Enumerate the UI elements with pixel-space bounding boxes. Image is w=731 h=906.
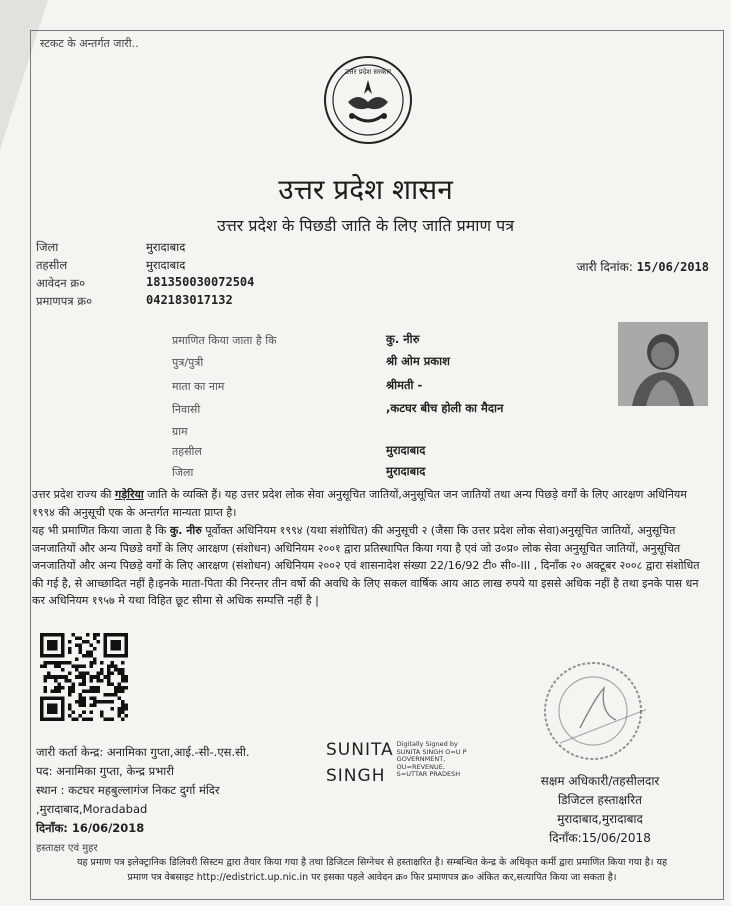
para2-body: पूर्वोक्त अधिनियम १९९४ (यथा संशोधित) की अनुसूची २ (जैसा कि उत्तर प्रदेश लोक सेवा)अनुसूचित जातियों, अनुसूचित जनजातियों और अन्य पिछडे वर्गों के लिए आरक्षण (संशोधन) अधिनियम २००१ द्वारा प्रतिस्थापित किया गया है एवं जो उ०प्र० लोक सेवा अनुसूचित जातियों, अनुसूचित जनजातियों और अन्य पिछड़े वर्गों के लिए आरक्षण (संशोधन) अधिनियम २००२ एवं शासनादेश संख्या 22/16/92 टी० सी०-III , दिनाँक २० अक्टूबर २००८ द्वारा संशोधित की गई है, से आच्छादित नहीं है।इनके माता-पिता की निरन्तर तीन वर्षो की अवधि के लिए सकल वार्षिक आय आठ लाख रुपये या इससे अधिक नहीं है तथा इनके पास धन कर अधिनियम १९५७ मे यथा विहित छूट सीमा से अधिक सम्पत्ति नहीं है | <box>32 524 700 607</box>
father-name: श्री ओम प्रकाश <box>386 354 450 368</box>
signer-name-1: SUNITA <box>326 740 394 760</box>
mother-label: माता का नाम <box>172 380 225 393</box>
sign-note-5: S=UTTAR PRADESH <box>396 770 461 778</box>
eligibility-paragraph <box>32 522 712 610</box>
district-label: जिला <box>36 240 59 254</box>
certificate-subtitle: उत्तर प्रदेश के पिछडी जाति के लिए जाति प्रमाण पत्र <box>216 216 515 235</box>
district-value: मुरादाबाद <box>146 240 186 254</box>
applicant-photo <box>618 322 708 406</box>
para1-body: जाति के व्यक्ति हैं। यह उत्तर प्रदेश लोक सेवा अनुसूचित जातियों,अनुसूचित जन जातियों तथा अन्य पिछड़े वर्गों के लिए आरक्षण अधिनियम १९९४ की अनुसूची एक के अन्तर्गत मान्यता प्राप्त है। <box>32 488 687 519</box>
para2-name: कु. नीरु <box>169 524 202 537</box>
detail-tehsil-label: तहसील <box>172 445 202 458</box>
top-note: स्टकट के अन्तर्गत जारी.. <box>40 37 139 50</box>
officer-date: दिनाँक:15/06/2018 <box>549 831 651 845</box>
mother-name: श्रीमती - <box>386 378 423 392</box>
issue-date-label: जारी दिनांक: <box>576 260 633 274</box>
application-no-label: आवेदन क्र० <box>36 276 86 290</box>
issuer-date: दिनाँक: 16/06/2018 <box>36 821 145 835</box>
person-photo-icon <box>618 322 708 406</box>
footer-note-2: प्रमाण पत्र वेबसाइट http://edistrict.up.nic.in पर इसका पहले आवेदन क्र० फिर प्रमाणपत्र क्र० अंकित कर,सत्यापित किया जा सकता है। <box>127 872 617 883</box>
application-no-value: 181350030072504 <box>146 275 255 289</box>
signer-name-2: SINGH <box>326 766 386 786</box>
certificate-title: उत्तर प्रदेश शासन <box>278 173 453 206</box>
issue-date-value: 15/06/2018 <box>636 260 709 274</box>
sign-note-4: OU=REVENUE, <box>396 762 445 771</box>
parent-label: पुत्र/पुत्री <box>172 356 204 369</box>
certificate-no-label: प्रमाणपत्र क्र० <box>36 294 93 308</box>
officer-location: मुरादाबाद,मुरादाबाद <box>557 812 643 826</box>
detail-tehsil-value: मुरादाबाद <box>386 443 426 457</box>
official-seal-icon <box>540 658 646 764</box>
sign-note-3: GOVERNMENT, <box>396 755 446 763</box>
tehsil-value: मुरादाबाद <box>146 258 186 272</box>
resident-value: ,कटघर बीच होली का मैदान <box>386 401 504 415</box>
tehsil-label: तहसील <box>36 258 68 272</box>
qr-code-icon <box>40 633 128 721</box>
certified-name: कु. नीरु <box>386 332 420 346</box>
emblem-text: उत्तर प्रदेश सरकार <box>344 68 392 76</box>
para2-intro: यह भी प्रमाणित किया जाता है कि <box>32 524 170 537</box>
issuer-city: ,मुरादाबाद,Moradabad <box>36 802 148 816</box>
caste-paragraph <box>32 486 712 521</box>
resident-label: निवासी <box>172 403 201 416</box>
up-government-emblem-icon <box>322 54 414 146</box>
digitally-signed-note: डिजिटल हस्ताक्षरित <box>558 793 642 807</box>
sign-and-seal: हस्ताक्षर एवं मुहर <box>36 843 98 854</box>
village-label: ग्राम <box>172 425 188 438</box>
sign-note-2: SUNITA SINGH O=U P <box>396 747 467 756</box>
issue-date <box>577 258 709 275</box>
certified-label: प्रमाणित किया जाता है कि <box>172 334 277 347</box>
footer-note-1: यह प्रमाण पत्र इलेक्ट्रानिक डिलिवरी सिस्टम द्वारा तैयार किया गया है तथा डिजिटल सिग्नेचर से हस्ताक्षरित है। सम्बन्धित केन्द्र के अधिकृत कर्मी द्वारा प्रमाणित किया गया है। यह <box>76 857 668 868</box>
caste-name: गड़ेरिया <box>115 488 144 501</box>
digital-signature <box>326 741 467 785</box>
certificate-no-value: 042183017132 <box>146 293 233 307</box>
issuer-place: स्थान : कटघर महबुल्लागंज निकट दुर्गा मंदिर <box>36 783 220 797</box>
para1-intro: उत्तर प्रदेश राज्य की <box>32 488 116 501</box>
issuer-center: जारी कर्ता केन्द्र: अनामिका गुप्ता,आई.-सी-.एस.सी. <box>36 745 250 759</box>
detail-district-label: जिला <box>172 466 194 479</box>
competent-officer: सक्षम अधिकारी/तहसीलदार <box>540 774 660 788</box>
detail-district-value: मुरादाबाद <box>386 464 426 478</box>
sign-note-1: Digitally Signed by <box>396 740 458 748</box>
issuer-post: पद: अनामिका गुप्ता, केन्द्र प्रभारी <box>36 764 174 778</box>
